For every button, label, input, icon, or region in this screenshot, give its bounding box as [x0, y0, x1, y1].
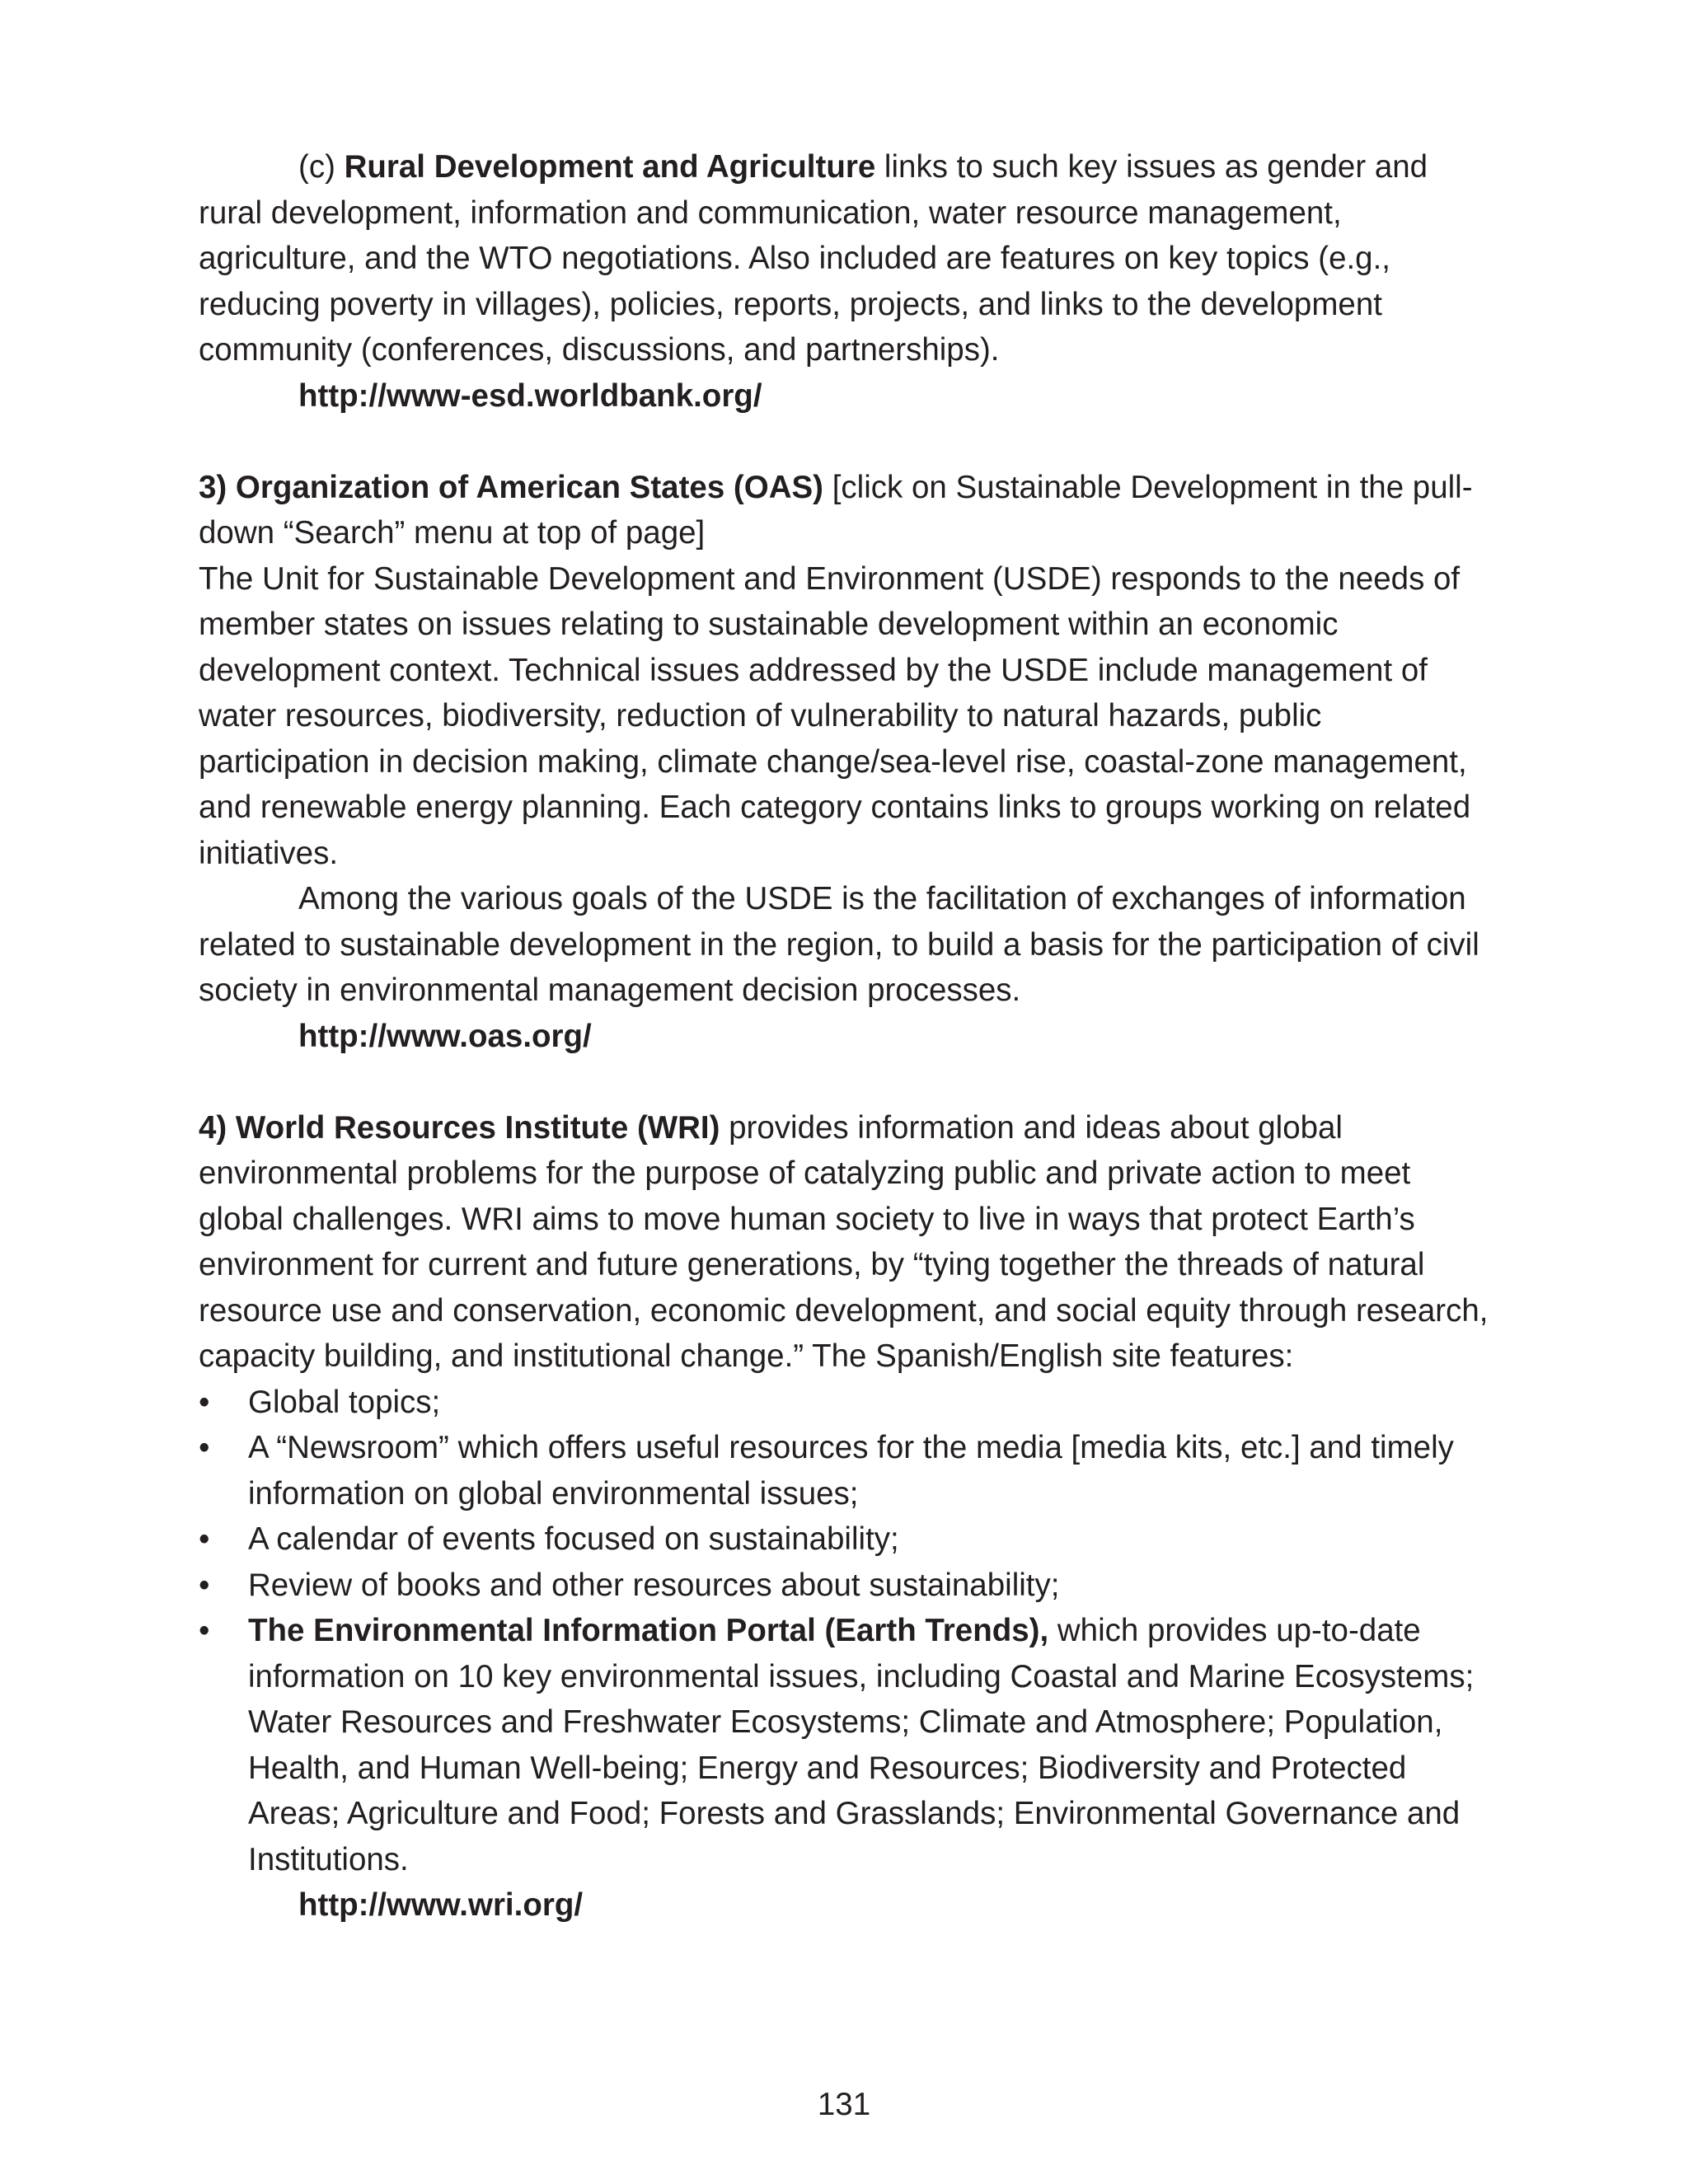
list-item — [199, 1516, 1497, 1563]
wri-features-list — [199, 1380, 1497, 1883]
document-page — [199, 144, 1497, 1929]
section-spacer — [199, 1059, 1497, 1105]
section-spacer — [199, 419, 1497, 465]
bullet-icon: • — [199, 1430, 210, 1465]
rural-body: links to such key issues as gender and rural development, information and communication, water resource management, agriculture, and the WTO negotiations. Also included are features on key topics (e.g., reducing poverty in villages), policies, reports, projects, and links to the development community (conferences, discussions, and partnerships). — [199, 149, 1428, 368]
oas-note: [click on Sustainable Development in the pull-down “Search” menu at top of page] — [199, 469, 1473, 551]
wri-heading: 4) World Resources Institute (WRI) — [199, 1109, 720, 1146]
list-item — [199, 1425, 1497, 1516]
oas-usde-paragraph: The Unit for Sustainable Development and Environment (USDE) responds to the needs of member states on issues relating to sustainable development within an economic development context. Technical issues addressed by the USDE include management of water resources, biodiversity, reduction of vulnerability to natural hazards, public participation in decision making, climate change/sea-level rise, coastal-zone management, and renewable energy planning. Each category contains links to groups working on related initiatives. — [199, 560, 1471, 871]
rural-development-paragraph — [199, 144, 1497, 373]
oas-heading-paragraph — [199, 465, 1497, 556]
portal-title: The Environmental Information Portal (Earth Trends), — [248, 1613, 1049, 1648]
wri-intro-paragraph — [199, 1105, 1497, 1380]
portal-body: which provides up-to-date information on 10 key environmental issues, including Coastal and Marine Ecosystems; Water Resources and Freshwater Ecosystems; Climate and Atmosphere; Population, Health, and Human Well-being; Energy and Resources; Biodiversity and Protected Areas; Agriculture and Food; Forests and Grasslands; Environmental Governance and Institutions. — [248, 1613, 1475, 1877]
list-item — [199, 1563, 1497, 1609]
rural-title: Rural Development and Agriculture — [344, 149, 876, 185]
oas-url-link[interactable]: http://www.oas.org/ — [298, 1018, 592, 1054]
bullet-icon: • — [199, 1521, 210, 1557]
oas-heading: 3) Organization of American States (OAS) — [199, 469, 824, 505]
list-item — [199, 1380, 1497, 1426]
wri-url-link[interactable]: http://www.wri.org/ — [298, 1887, 584, 1923]
page-number: 131 — [817, 2087, 871, 2122]
list-item-text: Global topics; — [248, 1384, 441, 1420]
list-item-text: A “Newsroom” which offers useful resources for the media [media kits, etc.] and timely information on global environmental issues; — [248, 1430, 1454, 1511]
bullet-icon: • — [199, 1613, 210, 1648]
list-item — [199, 1608, 1497, 1882]
oas-goals-paragraph: Among the various goals of the USDE is the facilitation of exchanges of information related to sustainable development in the region, to build a basis for the participation of civil society in environmental management decision processes. — [199, 881, 1479, 1008]
bullet-icon: • — [199, 1567, 210, 1603]
rural-prefix: (c) — [298, 149, 345, 185]
wri-body: provides information and ideas about global environmental problems for the purpose of catalyzing public and private action to meet global challenges. WRI aims to move human society to live in ways that protect Earth’s environment for current and future generations, by “tying together the threads of natural resource use and conservation, economic development, and social equity through research, capacity building, and institutional change.” The Spanish/English site features: — [199, 1109, 1489, 1374]
bullet-icon: • — [199, 1384, 210, 1420]
worldbank-url-link[interactable]: http://www-esd.worldbank.org/ — [298, 377, 762, 414]
list-item-text: A calendar of events focused on sustainability; — [248, 1521, 899, 1557]
list-item-text: Review of books and other resources about sustainability; — [248, 1567, 1060, 1603]
